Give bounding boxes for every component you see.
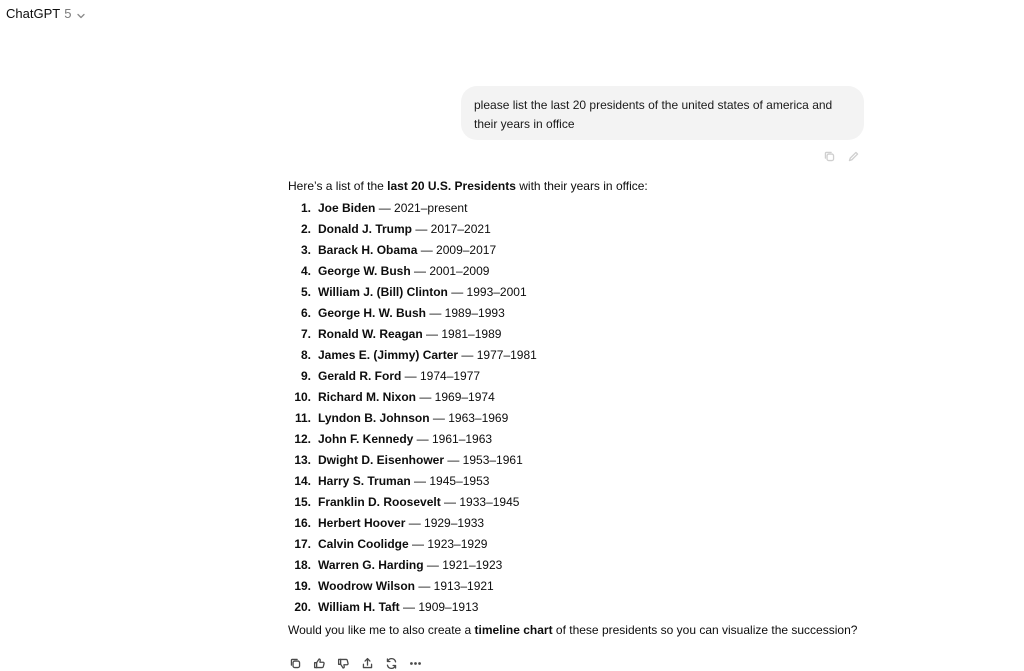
list-item-spacer	[311, 303, 318, 324]
list-item-number: 8.	[300, 348, 311, 362]
list-item-spacer	[311, 219, 318, 240]
list-item-spacer	[311, 471, 318, 492]
model-selector[interactable]	[6, 3, 86, 23]
copy-icon[interactable]	[287, 655, 303, 671]
list-item	[288, 387, 888, 408]
user-message-line-1: please list the last 20 presidents of the united states of america and	[474, 98, 833, 112]
president-name: Donald J. Trump	[318, 222, 413, 236]
user-message-actions	[821, 148, 861, 164]
list-item	[288, 492, 888, 513]
list-item-number: 18.	[294, 558, 311, 572]
list-item-number: 20.	[294, 600, 311, 614]
president-years: — 1981–1989	[422, 327, 502, 341]
list-item	[288, 471, 888, 492]
list-item	[288, 534, 888, 555]
list-item	[288, 576, 888, 597]
more-options-icon[interactable]	[407, 655, 423, 671]
president-years: — 1953–1961	[444, 453, 523, 467]
list-item-spacer	[311, 387, 318, 408]
assistant-message-actions	[287, 655, 423, 671]
president-years: — 1963–1969	[429, 411, 509, 425]
chevron-down-icon	[76, 8, 86, 18]
president-name: Barack H. Obama	[318, 243, 418, 257]
president-years: — 1909–1913	[399, 600, 479, 614]
president-name: Ronald W. Reagan	[318, 327, 423, 341]
president-name: William H. Taft	[318, 600, 400, 614]
intro-text-bold: last 20 U.S. Presidents	[387, 179, 516, 193]
president-years: — 2009–2017	[417, 243, 497, 257]
list-item-spacer	[311, 261, 318, 282]
list-item-spacer	[311, 450, 318, 471]
list-item	[288, 198, 888, 219]
list-item-number: 19.	[294, 579, 311, 593]
list-item-number: 5.	[300, 285, 311, 299]
president-years: — 1989–1993	[426, 306, 505, 320]
list-item-number: 11.	[294, 411, 311, 425]
president-name: Woodrow Wilson	[318, 579, 415, 593]
list-item-number: 12.	[294, 432, 311, 446]
list-item-spacer	[311, 429, 318, 450]
president-name: Dwight D. Eisenhower	[318, 453, 445, 467]
list-item-spacer	[311, 597, 318, 618]
president-years: — 2021–present	[375, 201, 468, 215]
thumbs-down-icon[interactable]	[335, 655, 351, 671]
list-item-number: 17.	[294, 537, 311, 551]
president-years: — 1945–1953	[410, 474, 490, 488]
president-years: — 1977–1981	[458, 348, 537, 362]
list-item-spacer	[311, 366, 318, 387]
list-item-number: 13.	[294, 453, 311, 467]
president-name: George W. Bush	[318, 264, 411, 278]
list-item	[288, 597, 888, 618]
user-message-bubble	[461, 86, 864, 140]
president-name: Joe Biden	[318, 201, 376, 215]
list-item-number: 4.	[300, 264, 311, 278]
list-item-spacer	[311, 408, 318, 429]
president-years: — 1974–1977	[401, 369, 481, 383]
list-item	[288, 366, 888, 387]
president-name: Warren G. Harding	[318, 558, 424, 572]
list-item	[288, 450, 888, 471]
president-name: William J. (Bill) Clinton	[318, 285, 448, 299]
president-name: John F. Kennedy	[318, 432, 414, 446]
list-item	[288, 282, 888, 303]
president-name: Franklin D. Roosevelt	[318, 495, 441, 509]
regenerate-icon[interactable]	[383, 655, 399, 671]
president-years: — 1969–1974	[416, 390, 495, 404]
president-years: — 1933–1945	[440, 495, 520, 509]
outro-text-pre: Would you like me to also create a	[288, 623, 475, 637]
president-years: — 1921–1923	[423, 558, 503, 572]
president-years: — 1993–2001	[447, 285, 527, 299]
president-years: — 2017–2021	[412, 222, 491, 236]
list-item	[288, 324, 888, 345]
president-name: Herbert Hoover	[318, 516, 406, 530]
president-years: — 2001–2009	[410, 264, 490, 278]
list-item	[288, 429, 888, 450]
user-message-line-2: their years in office	[474, 117, 575, 131]
president-years: — 1929–1933	[405, 516, 485, 530]
list-item-number: 7.	[300, 327, 311, 341]
intro-text-pre: Here’s a list of the	[288, 179, 388, 193]
intro-text-post: with their years in office:	[515, 179, 648, 193]
app-name: ChatGPT	[6, 5, 61, 21]
list-item	[288, 219, 888, 240]
share-icon[interactable]	[359, 655, 375, 671]
list-item-spacer	[311, 534, 318, 555]
list-item-number: 1.	[300, 201, 311, 215]
president-name: Lyndon B. Johnson	[318, 411, 430, 425]
list-item	[288, 303, 888, 324]
list-item-number: 2.	[300, 222, 311, 236]
president-years: — 1923–1929	[408, 537, 488, 551]
president-years: — 1913–1921	[415, 579, 494, 593]
president-name: George H. W. Bush	[318, 306, 427, 320]
list-item	[288, 513, 888, 534]
presidents-list	[288, 198, 888, 618]
list-item	[288, 555, 888, 576]
assistant-message	[288, 176, 888, 640]
list-item-spacer	[311, 576, 318, 597]
copy-icon[interactable]	[821, 148, 837, 164]
president-name: Richard M. Nixon	[318, 390, 417, 404]
answer-intro	[288, 176, 888, 196]
president-name: Harry S. Truman	[318, 474, 411, 488]
list-item-spacer	[311, 240, 318, 261]
list-item-number: 3.	[300, 243, 311, 257]
list-item-number: 6.	[300, 306, 311, 320]
list-item-spacer	[311, 345, 318, 366]
list-item-number: 15.	[294, 495, 311, 509]
list-item-number: 10.	[294, 390, 311, 404]
list-item-number: 16.	[294, 516, 311, 530]
edit-icon[interactable]	[845, 148, 861, 164]
list-item-spacer	[311, 492, 318, 513]
model-version: 5	[64, 5, 72, 21]
president-name: James E. (Jimmy) Carter	[318, 348, 459, 362]
list-item-spacer	[311, 324, 318, 345]
president-years: — 1961–1963	[413, 432, 493, 446]
answer-outro	[288, 620, 888, 640]
list-item	[288, 240, 888, 261]
thumbs-up-icon[interactable]	[311, 655, 327, 671]
list-item-spacer	[311, 282, 318, 303]
president-name: Gerald R. Ford	[318, 369, 402, 383]
outro-text-bold: timeline chart	[474, 623, 553, 637]
outro-text-post: of these presidents so you can visualize the succession?	[552, 623, 858, 637]
list-item-number: 9.	[300, 369, 311, 383]
list-item-number: 14.	[294, 474, 311, 488]
list-item	[288, 345, 888, 366]
list-item-spacer	[311, 555, 318, 576]
list-item-spacer	[311, 198, 318, 219]
list-item	[288, 261, 888, 282]
president-name: Calvin Coolidge	[318, 537, 409, 551]
list-item-spacer	[311, 513, 318, 534]
list-item	[288, 408, 888, 429]
